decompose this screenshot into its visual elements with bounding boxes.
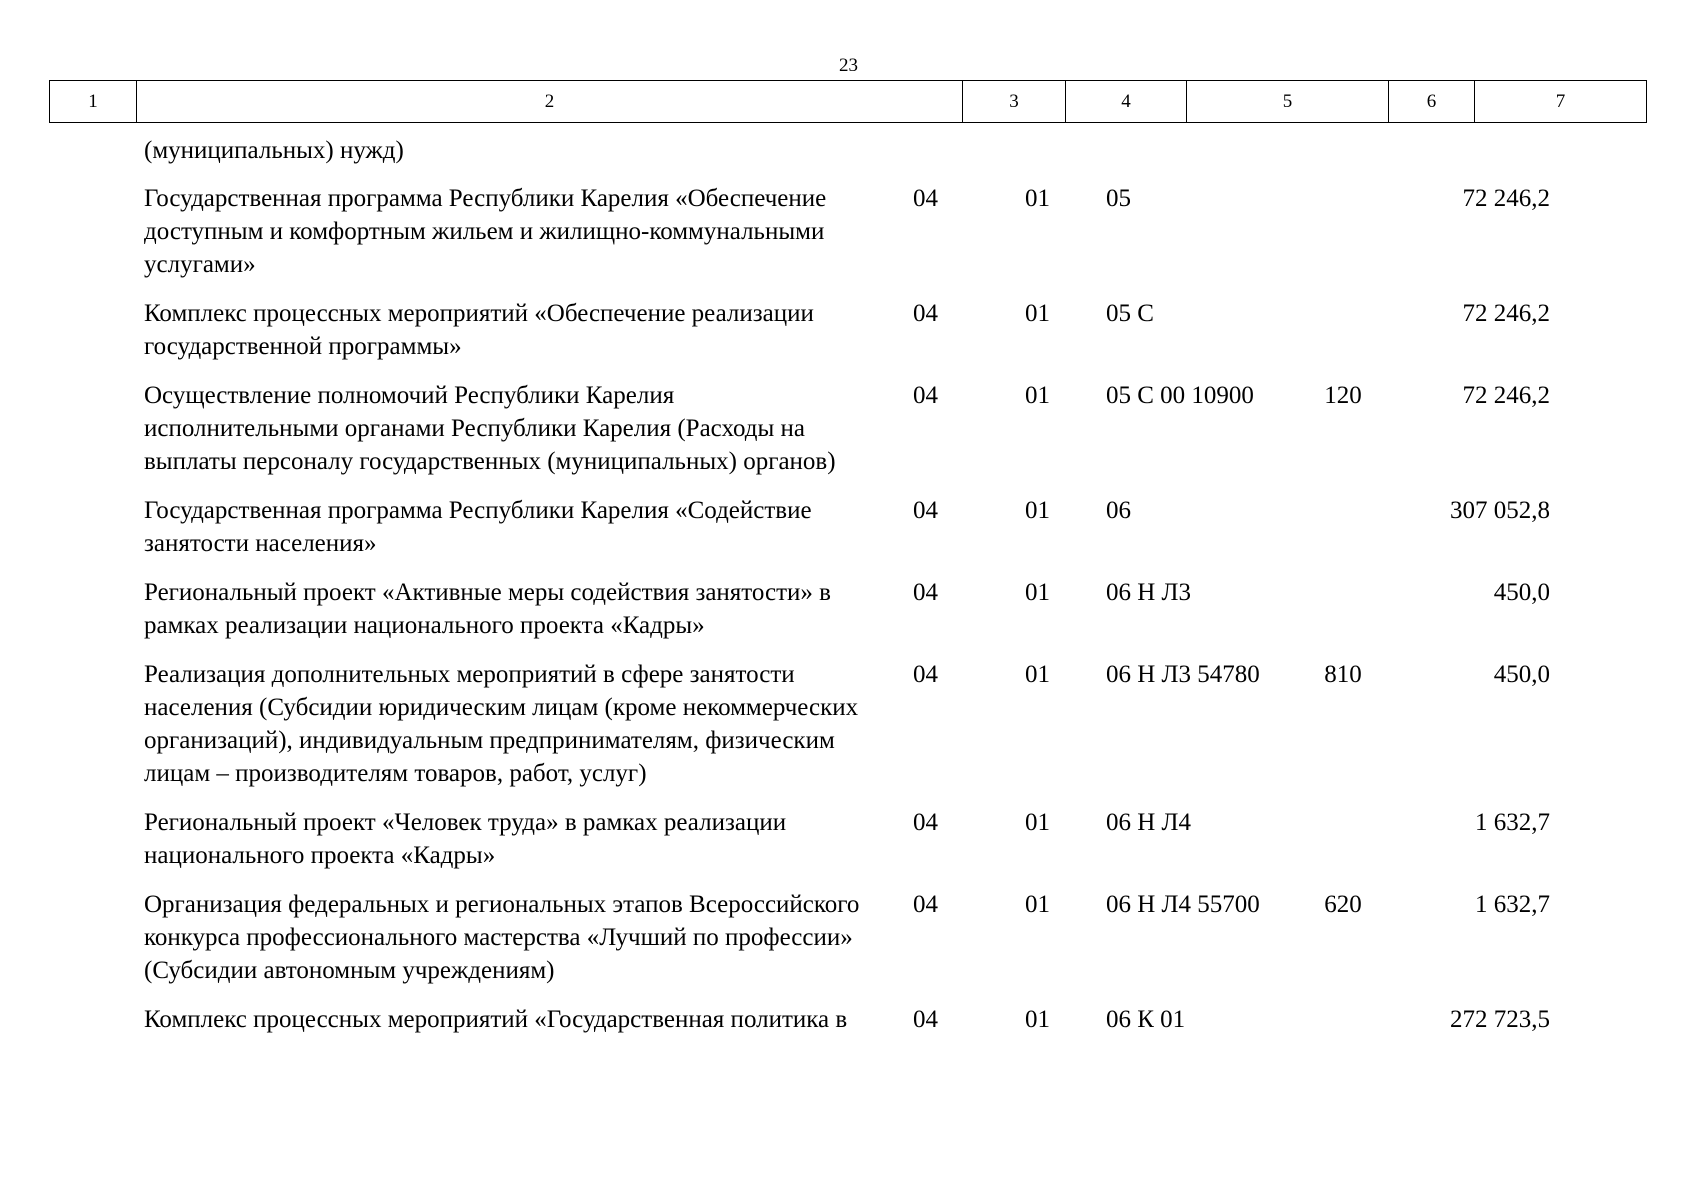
- row-target: 06: [1106, 497, 1131, 524]
- table-row: [49, 576, 1642, 642]
- row-expense-type: [1300, 182, 1386, 281]
- column-header-5: 5: [1187, 81, 1389, 123]
- row-section: 04: [913, 579, 938, 606]
- row-name: Осуществление полномочий Республики Карелия исполнительными органами Республики Карелия (Расходы на выплаты персоналу государственных (муниципальных) органов): [144, 382, 836, 475]
- row-amount: 72 246,2: [1462, 185, 1550, 212]
- row-name: Организация федеральных и региональных этапов Всероссийского конкурса профессионального мастерства «Лучший по профессии» (Субсидии автономным учреждениям): [144, 891, 860, 984]
- row-target: 05 С: [1106, 300, 1154, 327]
- table-row: [49, 494, 1642, 560]
- row-section: 04: [913, 1006, 938, 1033]
- row-subsection: 01: [1025, 809, 1050, 836]
- row-amount: 72 246,2: [1462, 300, 1550, 327]
- row-amount: 450,0: [1493, 661, 1550, 688]
- row-expense-type: 120: [1324, 382, 1362, 409]
- row-amount: 450,0: [1493, 579, 1550, 606]
- row-name: Региональный проект «Человек труда» в рамках реализации национального проекта «Кадры»: [144, 809, 787, 869]
- row-target: 06 Н Л3: [1106, 579, 1192, 606]
- row-subsection: 01: [1025, 382, 1050, 409]
- row-section: 04: [913, 809, 938, 836]
- column-header-7: 7: [1475, 81, 1647, 123]
- column-header-row: [50, 81, 1647, 123]
- row-amount: [1386, 134, 1558, 167]
- row-target: [1098, 134, 1300, 167]
- column-header-2: 2: [137, 81, 963, 123]
- row-name: (муниципальных) нужд): [144, 137, 404, 164]
- table-row: [49, 658, 1642, 790]
- row-section: 04: [913, 661, 938, 688]
- table-row: [49, 888, 1642, 987]
- row-subsection: 01: [1025, 300, 1050, 327]
- row-section: 04: [913, 382, 938, 409]
- row-amount: 272 723,5: [1450, 1006, 1550, 1033]
- column-header-6: 6: [1389, 81, 1475, 123]
- row-section: 04: [913, 497, 938, 524]
- table-row: [49, 182, 1642, 281]
- table-row: [49, 134, 1642, 167]
- row-amount: 72 246,2: [1462, 382, 1550, 409]
- row-subsection: [977, 134, 1098, 167]
- row-name: Государственная программа Республики Карелия «Обеспечение доступным и комфортным жильем и жилищно-коммунальными услугами»: [144, 185, 827, 278]
- row-expense-type: [1300, 1003, 1386, 1036]
- row-expense-type: [1300, 576, 1386, 642]
- row-target: 06 К 01: [1106, 1006, 1186, 1033]
- row-subsection: 01: [1025, 579, 1050, 606]
- row-section: [874, 134, 977, 167]
- row-name: Государственная программа Республики Карелия «Содействие занятости населения»: [144, 497, 812, 557]
- row-expense-type: [1300, 297, 1386, 363]
- row-target: 06 Н Л4 55700: [1106, 891, 1260, 918]
- row-expense-type: 620: [1324, 891, 1362, 918]
- row-name: Комплекс процессных мероприятий «Обеспечение реализации государственной программы»: [144, 300, 814, 360]
- row-target: 06 Н Л3 54780: [1106, 661, 1260, 688]
- column-header-1: 1: [50, 81, 137, 123]
- table-row: [49, 297, 1642, 363]
- row-section: 04: [913, 300, 938, 327]
- table-row: [49, 379, 1642, 478]
- row-expense-type: [1300, 494, 1386, 560]
- row-expense-type: 810: [1324, 661, 1362, 688]
- column-header-3: 3: [963, 81, 1066, 123]
- row-subsection: 01: [1025, 497, 1050, 524]
- row-amount: 1 632,7: [1475, 809, 1550, 836]
- row-subsection: 01: [1025, 891, 1050, 918]
- row-section: 04: [913, 891, 938, 918]
- row-target: 06 Н Л4: [1106, 809, 1192, 836]
- row-amount: 1 632,7: [1475, 891, 1550, 918]
- row-target: 05: [1106, 185, 1131, 212]
- row-expense-type: [1300, 134, 1386, 167]
- page-number: 23: [839, 55, 858, 76]
- row-name: Реализация дополнительных мероприятий в сфере занятости населения (Субсидии юридическим лицам (кроме некоммерческих организаций), индивидуальным предпринимателям, физическим лицам – производителям товаров, работ, услуг): [144, 661, 859, 787]
- row-subsection: 01: [1025, 185, 1050, 212]
- row-name: Региональный проект «Активные меры содействия занятости» в рамках реализации национального проекта «Кадры»: [144, 579, 831, 639]
- row-subsection: 01: [1025, 661, 1050, 688]
- column-header-table: [49, 80, 1647, 123]
- row-target: 05 С 00 10900: [1106, 382, 1254, 409]
- row-section: 04: [913, 185, 938, 212]
- column-header-4: 4: [1066, 81, 1187, 123]
- table-row: [49, 806, 1642, 872]
- table-row: [49, 1003, 1642, 1036]
- table-body: [49, 134, 1642, 1052]
- row-name: Комплекс процессных мероприятий «Государственная политика в: [144, 1006, 848, 1033]
- row-subsection: 01: [1025, 1006, 1050, 1033]
- row-amount: 307 052,8: [1450, 497, 1550, 524]
- row-expense-type: [1300, 806, 1386, 872]
